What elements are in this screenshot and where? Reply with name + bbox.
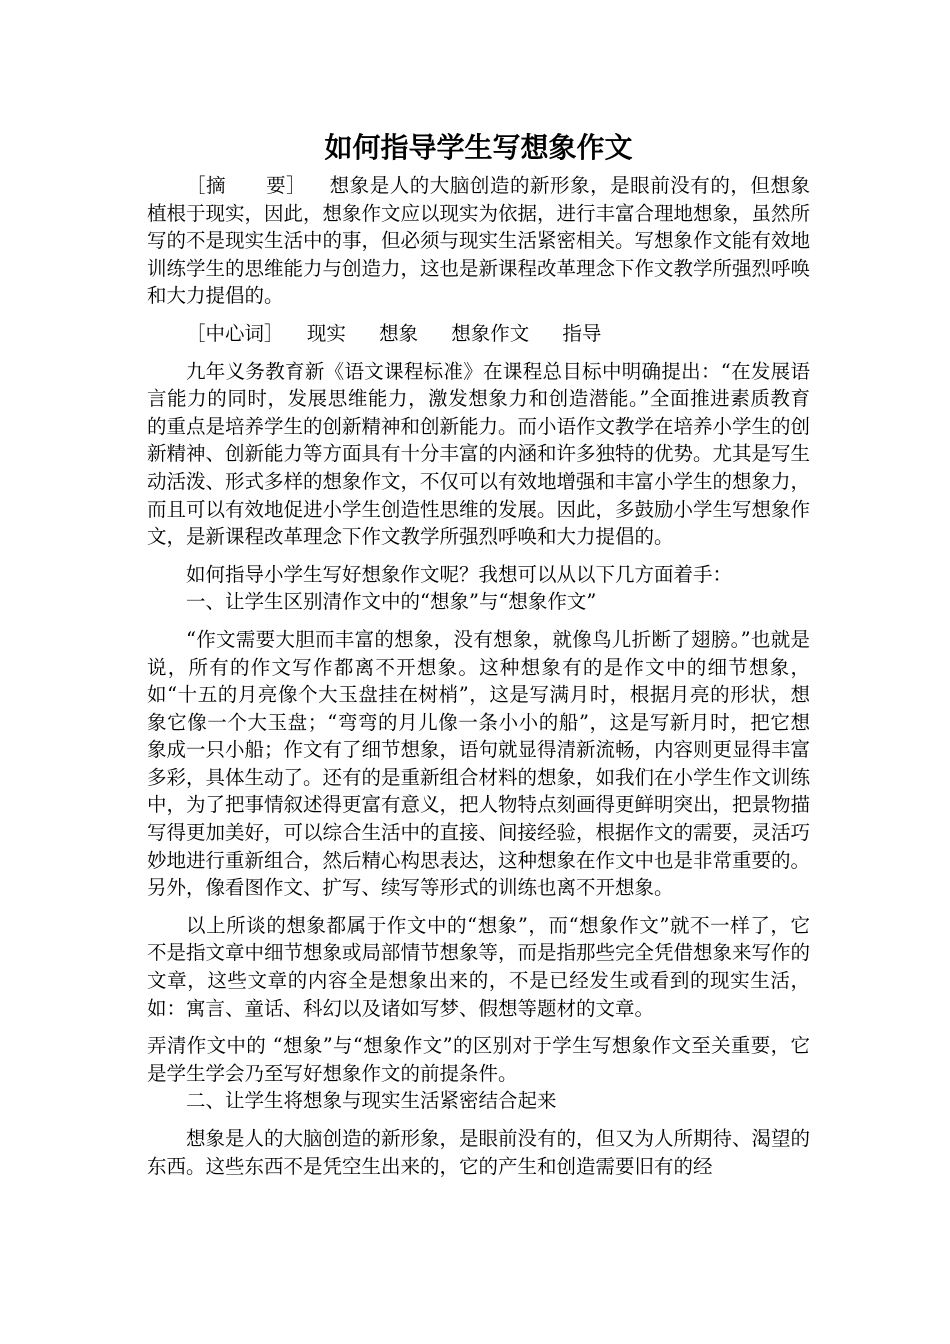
document-page bbox=[147, 128, 810, 1180]
body-paragraph-2: 如何指导小学生写好想象作文呢？我想可以从以下几方面着手： bbox=[186, 562, 733, 586]
keyword-item: 想象 bbox=[379, 321, 419, 345]
abstract-label: ［摘 要］ bbox=[186, 174, 307, 197]
abstract-paragraph bbox=[147, 172, 810, 310]
body-paragraph-6: 想象是人的大脑创造的新形象，是眼前没有的，但又为人所期待、渴望的东西。这些东西不是凭空生出来的，它的产生和创造需要旧有的经 bbox=[147, 1127, 811, 1178]
document-title: 如何指导学生写想象作文 bbox=[324, 131, 633, 164]
keyword-item: 指导 bbox=[562, 321, 602, 345]
section-heading-2: 二、让学生将想象与现实生活紧密结合起来 bbox=[186, 1089, 557, 1113]
section-heading-1: 一、让学生区别清作文中的“想象”与“想象作文” bbox=[186, 590, 597, 614]
abstract-text: 想象是人的大脑创造的新形象，是眼前没有的，但想象植根于现实，因此，想象作文应以现实为依据，进行丰富合理地想象，虽然所写的不是现实生活中的事，但必须与现实生活紧密相关。写想象作文能有效地训练学生的思维能力与创造力，这也是新课程改革理念下作文教学所强烈呼唤和大力提倡的。 bbox=[147, 174, 811, 308]
body-paragraph-3: “作文需要大胆而丰富的想象，没有想象，就像鸟儿折断了翅膀。”也就是说，所有的作文写作都离不开想象。这种想象有的是作文中的细节想象，如“十五的月亮像个大玉盘挂在树梢”，这是写满月时，根据月亮的形状，想象它像一个大玉盘；“弯弯的月儿像一条小小的船”，这是写新月时，把它想象成一只小船；作文有了细节想象，语句就显得清新流畅，内容则更显得丰富多彩，具体生动了。还有的是重新组合材料的想象，如我们在小学生作文训练中，为了把事情叙述得更富有意义，把人物特点刻画得更鲜明突出，把景物描写得更加美好，可以综合生活中的直接、间接经验，根据作文的需要，灵活巧妙地进行重新组合，然后精心构思表达，这种想象在作文中也是非常重要的。另外，像看图作文、扩写、续写等形式的训练也离不开想象。 bbox=[147, 627, 811, 900]
body-paragraph-4: 以上所谈的想象都属于作文中的“想象”，而“想象作文”就不一样了，它不是指文章中细节想象或局部情节想象等，而是指那些完全凭借想象来写作的文章，这些文章的内容全是想象出来的，不是已经发生或看到的现实生活，如：寓言、童话、科幻以及诸如写梦、假想等题材的文章。 bbox=[147, 913, 811, 1020]
body-paragraph-5: 弄清作文中的 “想象”与“想象作文”的区别对于学生写想象作文至关重要，它是学生学会乃至写好想象作文的前提条件。 bbox=[147, 1034, 810, 1085]
body-paragraph-1: 九年义务教育新《语文课程标准》在课程总目标中明确提出：“在发展语言能力的同时，发展思维能力，激发想象力和创造潜能。”全面推进素质教育的重点是培养学生的创新精神和创新能力。而小语作文教学在培养小学生的创新精神、创新能力等方面具有十分丰富的内涵和许多独特的优势。尤其是写生动活泼、形式多样的想象作文，不仅可以有效地增强和丰富小学生的想象力，而且可以有效地促进小学生创造性思维的发展。因此，多鼓励小学生写想象作文，是新课程改革理念下作文教学所强烈呼唤和大力提倡的。 bbox=[147, 359, 811, 549]
keywords-label: ［中心词］ bbox=[186, 321, 284, 345]
keyword-item: 现实 bbox=[306, 321, 346, 345]
keywords-line bbox=[147, 320, 810, 348]
keyword-item: 想象作文 bbox=[451, 321, 530, 345]
